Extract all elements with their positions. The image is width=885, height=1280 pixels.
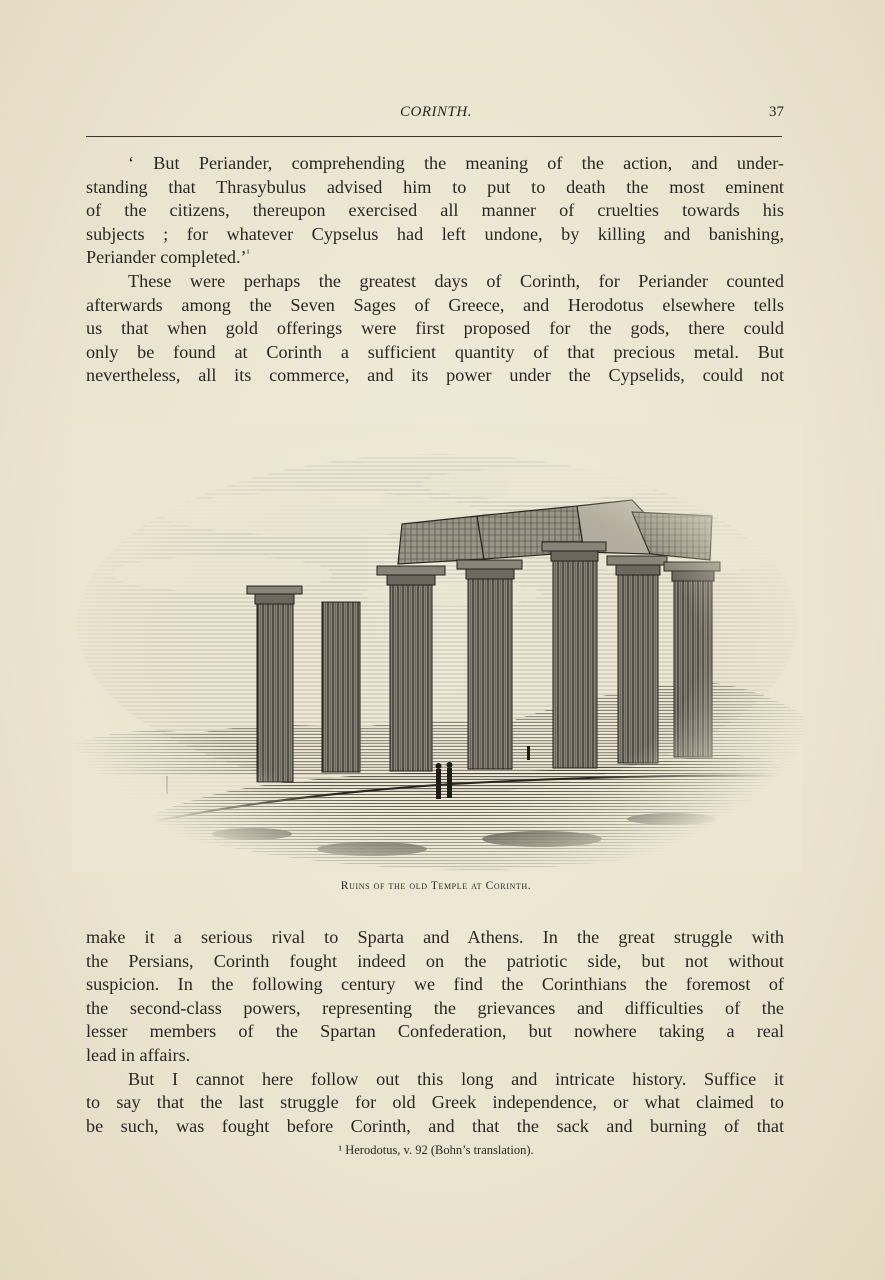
text-line: afterwards among the Seven Sages of Greece, and Herodotus elsewhere tells (86, 294, 784, 315)
text-line: the second-class powers, representing the grievances and difficulties of the (86, 997, 784, 1018)
text-line: But I cannot here follow out this long and intricate history. Suffice it (128, 1068, 784, 1089)
body-text-bottom (86, 926, 784, 1138)
running-head (86, 104, 786, 128)
text-line: nevertheless, all its commerce, and its power under the Cypselids, could not (86, 365, 784, 386)
text-line: the Persians, Corinth fought indeed on the patriotic side, but not without (86, 950, 784, 971)
text-line: of the citizens, thereupon exercised all manner of cruelties towards his (86, 200, 784, 221)
footnote: ¹ Herodotus, v. 92 (Bohn’s translation). (338, 1143, 534, 1157)
text-line: ‘ But Periander, comprehending the meaning of the action, and under- (128, 153, 784, 173)
text-line: make it a serious rival to Sparta and Athens. In the great struggle with (86, 927, 784, 947)
header-rule (86, 136, 782, 137)
text-line: subjects ; for whatever Cypselus had left undone, by killing and banishing, (86, 223, 784, 244)
page-number: 37 (769, 104, 784, 120)
text-line: These were perhaps the greatest days of Corinth, for Periander counted (128, 270, 784, 291)
footnote-marker: ¹ (246, 248, 250, 260)
text-line: Periander completed.’$^{^1}$ (86, 247, 250, 268)
text-line: lead in affairs. (86, 1044, 191, 1065)
illustration-caption: Ruins of the old Temple at Corinth. (340, 880, 532, 892)
text-line: us that when gold offerings were first proposed for the gods, there could (86, 318, 784, 339)
text-line: be such, was fought before Corinth, and that the sack and burning of that (86, 1115, 784, 1136)
text-line: only be found at Corinth a sufficient quantity of that precious metal. But (86, 341, 784, 362)
text-line: lesser members of the Spartan Confederation, but nowhere taking a real (86, 1021, 784, 1042)
running-title: CORINTH. (400, 104, 472, 120)
text-line: suspicion. In the following century we find the Corinthians the foremost of (86, 974, 784, 995)
text-line: standing that Thrasybulus advised him to put to death the most eminent (86, 176, 784, 197)
body-text-top (86, 152, 784, 388)
text-line: to say that the last struggle for old Greek independence, or what claimed to (86, 1092, 784, 1113)
temple-ruins-engraving (72, 424, 802, 872)
